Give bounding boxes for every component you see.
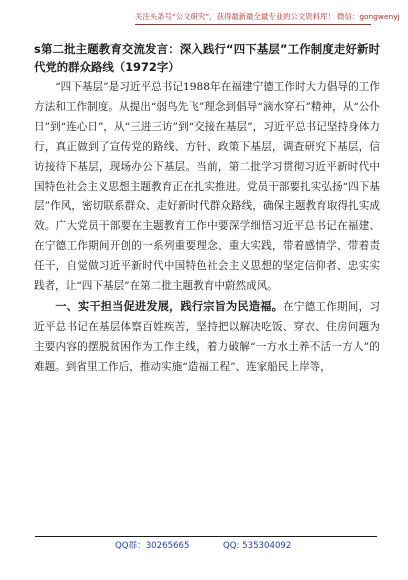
document-title: s第二批主题教育交流发言：深入践行“四下基层”工作制度走好新时代党的群众路线（1972字） xyxy=(34,42,380,74)
document-body xyxy=(34,40,380,378)
qq-text: QQ: 535304092 xyxy=(223,541,292,551)
section-heading: 一、实干担当促进发展，践行宗旨为民造福。 xyxy=(55,299,284,313)
qq-group-text: QQ群：30265665 xyxy=(115,541,190,551)
intro-paragraph: “四下基层”是习近平总书记1988年在福建宁德工作时大力倡导的工作方法和工作制度。从提出“弱鸟先飞”理念到倡导“滴水穿石”精神，从“公仆日”到“连心日”，从“三进三访”到“交接在基层”，习近平总书记坚持身体力行，真正做到了宣传党的路线、方针、政策下基层，调查研究下基层，信访接待下基层，现场办公下基层。当前，第二批学习贯彻习近平新时代中国特色社会主义思想主题教育正在扎实推进。党员干部要扎实弘扬“四下基层”作风，密切联系群众、走好新时代群众路线，确保主题教育取得扎实成效。广大党员干部要在主题教育工作中要深学细悟习近平总书记在福建、在宁德工作期间开创的一系列重要理念、重大实践，带着感情学、带着责任干，自觉做习近平新时代中国特色社会主义思想的坚定信仰者、忠实实践者，让“四下基层”在第二批主题教育中蔚然成风。 xyxy=(34,81,380,293)
section-one-paragraph xyxy=(34,297,380,378)
section-body: 在宁德工作期间，习近平总书记在基层体察百姓疾苦，坚持把以解决吃饭、穿衣、住房问题为主要内容的摆脱贫困作为工作主线，着力破解“一方水土养不活一方人”的难题。到省里工作后，推动实施“造福工程”、连家船民上岸等， xyxy=(34,300,380,373)
header-banner: 关注头条号“公文研究”，获得最新最全最专业的公文资料库！ 微信：gongwenyj xyxy=(135,10,371,25)
footer xyxy=(35,536,377,553)
